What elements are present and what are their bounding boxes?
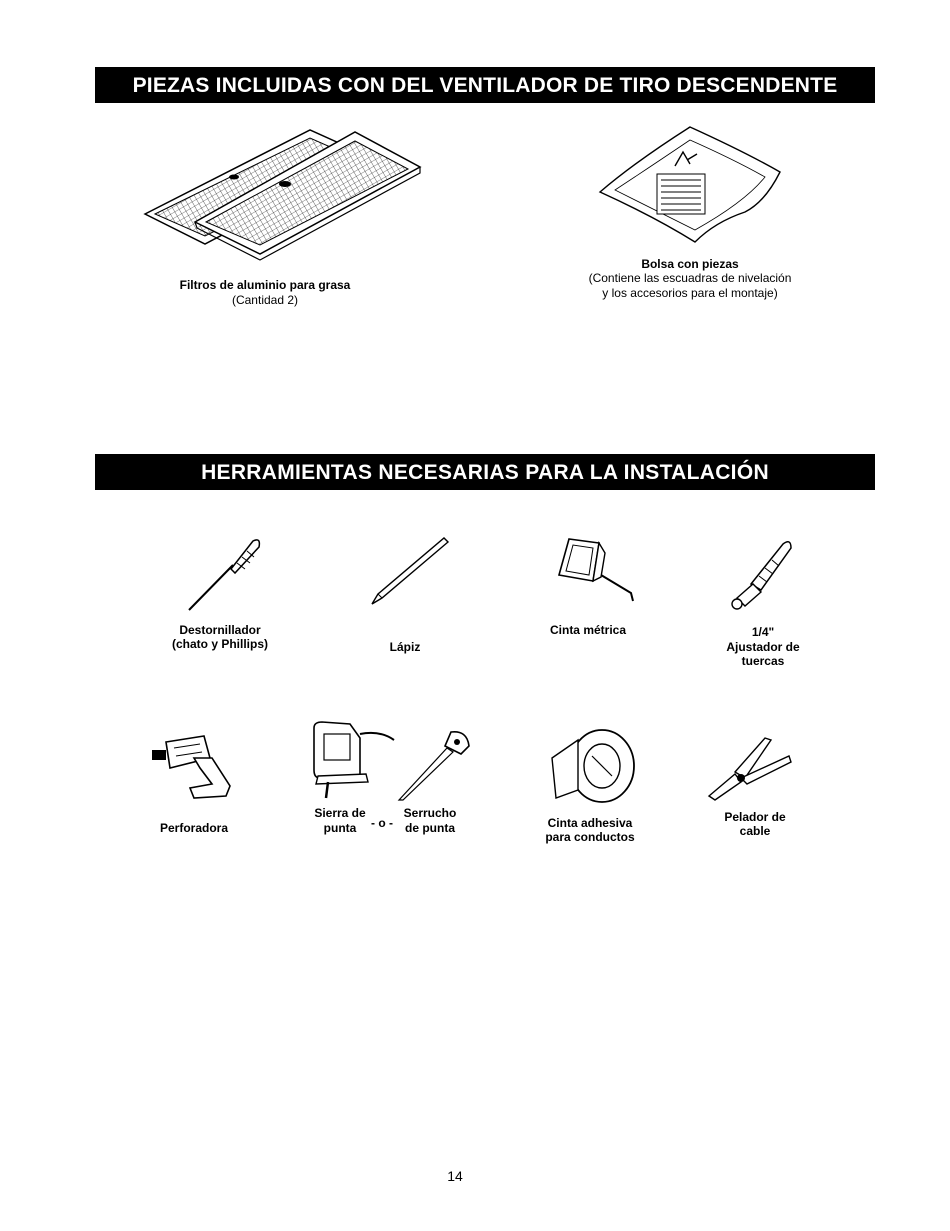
duct-tape-icon — [548, 728, 638, 808]
nut-driver-icon — [727, 536, 797, 614]
or-separator: - o - — [371, 816, 393, 830]
screwdriver-label-1: Destornillador — [179, 623, 261, 637]
tape-measure-label: Cinta métrica — [549, 623, 627, 637]
nut-driver-label-3: tuercas — [741, 654, 785, 668]
parts-bag-illustration — [595, 122, 785, 247]
jigsaw-icon — [310, 720, 400, 800]
filters-name: Filtros de aluminio para grasa — [179, 278, 351, 292]
keyhole-saw-label-1: Serrucho — [403, 806, 457, 820]
jigsaw-label-2: punta — [323, 821, 357, 835]
nut-driver-label-2: Ajustador de — [726, 640, 800, 654]
drill-icon — [150, 728, 240, 803]
wire-stripper-label-2: cable — [739, 824, 771, 838]
bag-detail-line1: (Contiene las escuadras de nivelación — [588, 271, 792, 285]
pencil-label: Lápiz — [389, 640, 421, 654]
duct-tape-label-1: Cinta adhesiva — [547, 816, 633, 830]
bag-detail-line2: y los accesorios para el montaje) — [602, 286, 778, 300]
wire-stripper-label-1: Pelador de — [724, 810, 786, 824]
keyhole-saw-label-2: de punta — [405, 821, 455, 835]
pencil-icon — [370, 536, 450, 606]
bag-name: Bolsa con piezas — [641, 257, 739, 271]
nut-driver-label-1: 1/4" — [751, 625, 775, 639]
keyhole-saw-icon — [395, 728, 475, 803]
screwdriver-icon — [185, 535, 265, 613]
parts-section-title: PIEZAS INCLUIDAS CON DEL VENTILADOR DE TIRO DESCENDENTE — [95, 67, 875, 103]
wire-stripper-icon — [705, 732, 795, 802]
tools-section-title: HERRAMIENTAS NECESARIAS PARA LA INSTALACIÓN — [95, 454, 875, 490]
drill-label: Perforadora — [159, 821, 229, 835]
screwdriver-label-2: (chato y Phillips) — [171, 637, 268, 651]
filters-quantity: (Cantidad 2) — [231, 293, 299, 307]
duct-tape-label-2: para conductos — [545, 830, 635, 844]
jigsaw-label-1: Sierra de — [314, 806, 366, 820]
tape-measure-icon — [553, 535, 643, 605]
page-number: 14 — [447, 1168, 463, 1184]
grease-filters-illustration — [140, 122, 430, 262]
